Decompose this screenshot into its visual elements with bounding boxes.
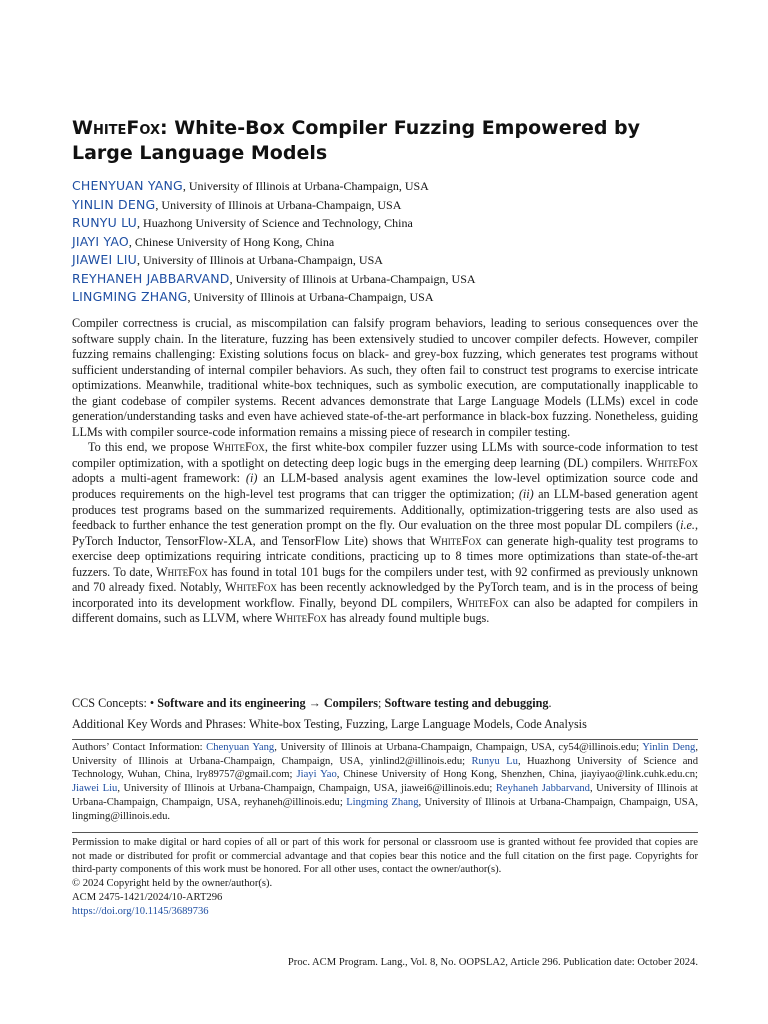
ccs-concept: Software and its engineering → Compilers bbox=[157, 696, 379, 710]
ccs-concept: Software testing and debugging bbox=[384, 696, 549, 710]
paper-title bbox=[72, 116, 698, 166]
author-link[interactable]: Jiayi Yao bbox=[296, 769, 337, 781]
divider bbox=[72, 832, 698, 833]
title-system-name: WhiteFox bbox=[72, 117, 161, 139]
text-run: , the first white-box compiler fuzzer using LLMs with source-code information to test compiler optimization, with a spotlight on detecting deep logic bugs in the emerging deep learning (DL) compilers. bbox=[72, 440, 698, 470]
acm-identifier: ACM 2475-1421/2024/10-ART296 bbox=[72, 891, 223, 903]
permission-block bbox=[72, 836, 698, 918]
text-run: an LLM-based generation agent produces test programs based on the summarized requirements. Additionally, optimization-triggering tests are also used as feedback to further enhance the test generation prompt on the fly. Our evaluation on the three most popular DL compilers ( bbox=[72, 487, 698, 533]
doi-link[interactable]: https://doi.org/10.1145/3689736 bbox=[72, 905, 209, 917]
author-link[interactable]: Jiawei Liu bbox=[72, 783, 118, 795]
title-line2: Large Language Models bbox=[72, 142, 328, 164]
author-link[interactable]: Reyhaneh Jabbarvand bbox=[495, 783, 590, 795]
text-run: , University of Illinois at Urbana-Champaign, Champaign, USA, jiawei6@illinois.edu; bbox=[117, 783, 496, 795]
system-name: WhiteFox bbox=[225, 580, 277, 595]
author-entry bbox=[72, 270, 698, 289]
text-run: has been recently acknowledged by the PyTorch team, and is in the process of being incorporated into its development workflow. Finally, beyond DL compilers, bbox=[72, 580, 698, 610]
author-name[interactable]: JIAWEI LIU bbox=[72, 252, 137, 267]
system-name: WhiteFox bbox=[213, 440, 265, 455]
text-run: can generate high-quality test programs to exercise deep optimizations requiring intricate conditions, practicing up to 8 times more optimizations than state-of-the-art fuzzers. To date, bbox=[72, 533, 698, 579]
text-run: , University of Illinois at Urbana-Champaign, Champaign, USA, yinlind2@illinois.edu; bbox=[72, 742, 698, 767]
author-entry bbox=[72, 177, 698, 196]
system-name: WhiteFox bbox=[156, 564, 208, 579]
author-entry bbox=[72, 233, 698, 252]
author-name[interactable]: YINLIN DENG bbox=[72, 196, 156, 212]
text-run: , University of Illinois at Urbana-Champaign, Champaign, USA, lingming@illinois.edu. bbox=[72, 796, 698, 822]
abstract bbox=[72, 316, 698, 627]
author-entry bbox=[72, 251, 698, 270]
text-run: , Chinese University of Hong Kong, Shenzhen, China, jiayiyao@link.cuhk.edu.cn; bbox=[336, 769, 698, 781]
copyright-notice: © 2024 Copyright held by the owner/author(s). bbox=[72, 878, 273, 890]
text-run: , PyTorch Inductor, TensorFlow-XLA, and TensorFlow Lite) shows that bbox=[72, 518, 698, 548]
text-run: an LLM-based analysis agent examines the low-level optimization source code and produces requirements on the high-level test programs that can trigger the optimization; bbox=[72, 471, 698, 502]
text-run: , Huazhong University of Science and Technology, Wuhan, China, lry89757@gmail.com; bbox=[72, 755, 699, 781]
contact-information bbox=[72, 741, 698, 823]
author-name[interactable]: JIAYI YAO bbox=[72, 233, 129, 249]
permission-notice: Permission to make digital or hard copies of all or part of this work for personal or classroom use is granted without fee provided that copies are not made or distributed for profit or commercial advantage and that copies bear this notice and the full citation on the first page. Copyrights for third-party components of this work must be honored. For all other uses, contact the owner/author(s). bbox=[72, 837, 698, 876]
italic-marker: (i) bbox=[245, 471, 258, 486]
keywords: Additional Key Words and Phrases: White-box Testing, Fuzzing, Large Language Models, Code Analysis bbox=[72, 717, 587, 731]
ccs-concepts bbox=[72, 696, 698, 711]
system-name: WhiteFox bbox=[456, 595, 509, 610]
author-link[interactable]: Chenyuan Yang bbox=[206, 742, 275, 753]
text-run: , University of Illinois at Urbana-Champaign, Champaign, USA, reyhaneh@illinois.edu; bbox=[72, 783, 699, 808]
author-link[interactable]: Lingming Zhang bbox=[346, 796, 419, 808]
author-link[interactable]: Yinlin Deng bbox=[642, 742, 696, 753]
author-name[interactable]: LINGMING ZHANG bbox=[72, 289, 188, 304]
author-affiliation: , University of Illinois at Urbana-Champaign, USA bbox=[187, 290, 434, 304]
text-run: To this end, we propose bbox=[88, 440, 214, 455]
text-run: Authors’ Contact Information: bbox=[72, 742, 207, 753]
text-run: has found in total 101 bugs for the compilers under test, with 92 confirmed as previously unknown and 70 already fixed. Notably, bbox=[72, 564, 698, 595]
italic-marker: (ii) bbox=[518, 487, 534, 502]
author-name[interactable]: REYHANEH JABBARVAND bbox=[72, 270, 230, 286]
text-run: can also be adapted for compilers in different domains, such as LLVM, where bbox=[72, 595, 698, 626]
author-entry bbox=[72, 196, 698, 215]
author-affiliation: , University of Illinois at Urbana-Champaign, USA bbox=[229, 271, 476, 286]
page-footer: Proc. ACM Program. Lang., Vol. 8, No. OOPSLA2, Article 296. Publication date: October 2024. bbox=[287, 957, 698, 968]
divider bbox=[72, 739, 698, 740]
ccs-end: . bbox=[548, 696, 552, 710]
ccs-label: CCS Concepts: • bbox=[72, 696, 158, 710]
author-name[interactable]: RUNYU LU bbox=[72, 215, 138, 230]
author-affiliation: , University of Illinois at Urbana-Champaign, USA bbox=[182, 179, 429, 193]
author-name[interactable]: CHENYUAN YANG bbox=[72, 178, 183, 193]
text-run: , University of Illinois at Urbana-Champaign, Champaign, USA, cy54@illinois.edu; bbox=[274, 742, 643, 753]
author-entry bbox=[72, 288, 698, 307]
system-name: WhiteFox bbox=[429, 533, 482, 548]
abstract-paragraph-1: Compiler correctness is crucial, as miscompilation can falsify program behaviors, leading to serious consequences over the software supply chain. In the literature, fuzzing has been extensively studied to uncover compiler defects. However, compiler fuzzing remains challenging: Existing solutions focus on black- and grey-box fuzzing, which generates test programs without sufficient understanding of internal compiler behaviors. As such, they often fail to construct test programs to exercise intricate optimizations. Meanwhile, traditional white-box techniques, such as symbolic execution, are computationally inapplicable to the giant codebase of compiler systems. Recent advances demonstrate that Large Language Models (LLMs) excel in code generation/understanding tasks and even have achieved state-of-the-art performance in black-box fuzzing. Nonetheless, guiding LLMs with compiler source-code information remains a missing piece of research in compiler testing. bbox=[72, 316, 698, 439]
author-affiliation: , University of Illinois at Urbana-Champaign, USA bbox=[155, 197, 402, 212]
abstract-paragraph-2 bbox=[72, 440, 698, 627]
ccs-separator: ; bbox=[378, 696, 385, 710]
title-rest: : White-Box Compiler Fuzzing Empowered by bbox=[160, 117, 641, 139]
system-name: WhiteFox bbox=[275, 611, 327, 626]
italic-marker: i.e. bbox=[680, 518, 695, 533]
system-name: WhiteFox bbox=[646, 455, 698, 470]
author-affiliation: , Chinese University of Hong Kong, China bbox=[128, 234, 335, 249]
text-run: has already found multiple bugs. bbox=[326, 611, 490, 626]
text-run: adopts a multi-agent framework: bbox=[72, 471, 246, 486]
author-entry bbox=[72, 214, 698, 233]
author-affiliation: , Huazhong University of Science and Technology, China bbox=[137, 216, 413, 230]
author-affiliation: , University of Illinois at Urbana-Champaign, USA bbox=[136, 253, 383, 267]
author-list bbox=[72, 177, 698, 307]
author-link[interactable]: Runyu Lu bbox=[471, 755, 518, 767]
